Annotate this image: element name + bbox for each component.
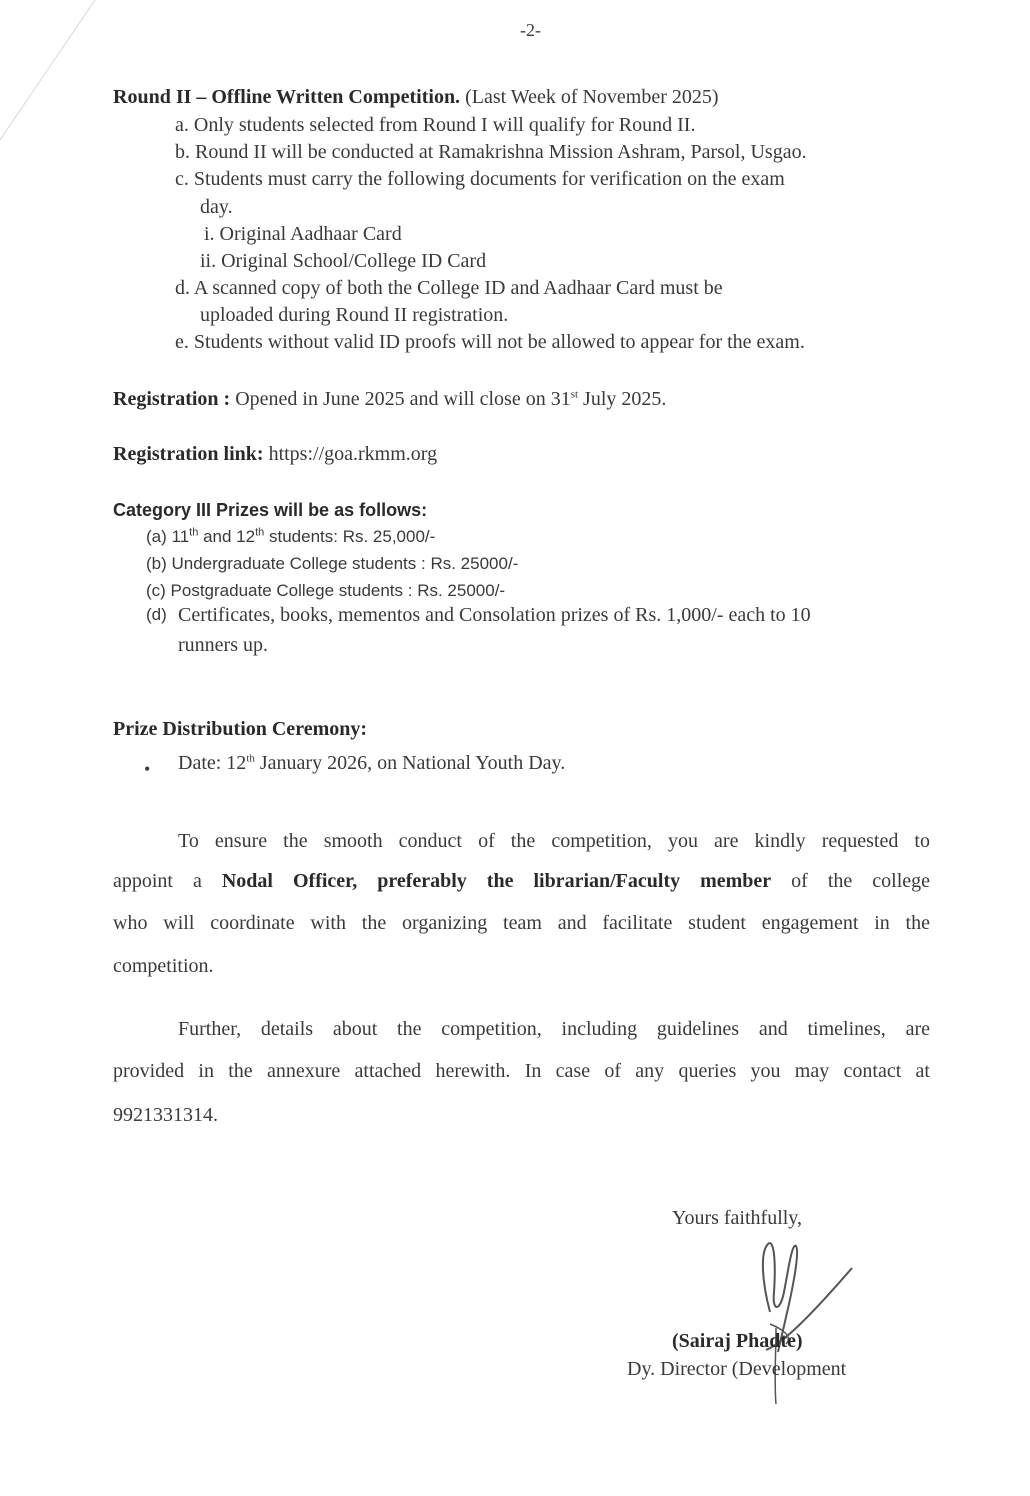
round2-doc-ii: ii. Original School/College ID Card <box>200 250 487 272</box>
registration-label: Registration : <box>113 388 231 410</box>
round2-item-c: c. Students must carry the following documents for verification on the exam <box>175 168 785 190</box>
prize-item-d-cont: runners up. <box>178 634 268 656</box>
para1-line2-bold: Nodal Officer, preferably the librarian/Faculty member <box>221 870 772 892</box>
round2-item-a: a. Only students selected from Round I will qualify for Round II. <box>175 114 696 136</box>
prize-a-sup1: th <box>189 526 199 539</box>
registration-link-line <box>113 443 437 466</box>
round2-item-b: b. Round II will be conducted at Ramakrishna Mission Ashram, Parsol, Usgao. <box>175 141 807 163</box>
registration-link-label: Registration link: <box>113 443 264 465</box>
para2-line2: provided in the annexure attached herewith. In case of any queries you may contact at <box>113 1060 930 1082</box>
signatory-name: (Sairaj Phadte) <box>672 1330 803 1352</box>
para1-line4: competition. <box>113 955 214 977</box>
registration-link: https://goa.rkmm.org <box>268 443 438 465</box>
round2-item-e: e. Students without valid ID proofs will not be allowed to appear for the exam. <box>175 331 805 353</box>
prize-a-rest: students: Rs. 25,000/- <box>264 527 436 546</box>
registration-sup: st <box>570 388 579 401</box>
round2-heading-date: (Last Week of November 2025) <box>460 86 719 108</box>
prize-item-b: (b) Undergraduate College students : Rs. 25000/- <box>146 554 519 573</box>
round2-heading <box>113 86 719 109</box>
ceremony-heading: Prize Distribution Ceremony: <box>113 718 368 740</box>
prize-item-a <box>146 527 435 547</box>
round2-item-d: d. A scanned copy of both the College ID and Aadhaar Card must be <box>175 277 723 299</box>
prize-a-mid: and 12 <box>198 527 256 546</box>
para1-line2 <box>113 870 930 893</box>
scan-edge-line <box>0 0 100 150</box>
ceremony-bullet: • <box>144 759 151 779</box>
page-number: -2- <box>520 20 541 40</box>
ceremony-date-sup: th <box>246 752 255 765</box>
para1-line1: To ensure the smooth conduct of the competition, you are kindly requested to <box>178 830 930 852</box>
para1-line2-b: of the college <box>771 870 931 892</box>
signatory-designation: Dy. Director (Development <box>627 1358 847 1380</box>
registration-text-end: July 2025. <box>578 388 667 410</box>
prize-item-d-label: (d) <box>146 605 167 624</box>
ceremony-date-prefix: Date: 12 <box>178 752 247 774</box>
ceremony-date-rest: January 2026, on National Youth Day. <box>254 752 566 774</box>
round2-item-c-cont: day. <box>200 196 233 218</box>
round2-item-d-cont: uploaded during Round II registration. <box>200 304 509 326</box>
round2-heading-bold: Round II – Offline Written Competition. <box>113 86 461 108</box>
prize-a-prefix: (a) 11 <box>146 527 190 546</box>
registration-line <box>113 388 666 411</box>
ceremony-date <box>178 752 565 775</box>
para1-line3: who will coordinate with the organizing team and facilitate student engagement in the <box>113 912 930 934</box>
round2-doc-i: i. Original Aadhaar Card <box>204 223 402 245</box>
prize-item-d: Certificates, books, mementos and Consolation prizes of Rs. 1,000/- each to 10 <box>178 604 811 626</box>
closing-salutation: Yours faithfully, <box>672 1207 803 1229</box>
prize-a-sup2: th <box>255 526 265 539</box>
para1-line2-a: appoint a <box>113 870 222 892</box>
para2-line1: Further, details about the competition, including guidelines and timelines, are <box>178 1018 930 1040</box>
para2-line3: 9921331314. <box>113 1104 218 1126</box>
registration-text: Opened in June 2025 and will close on 31 <box>230 388 571 410</box>
prizes-heading: Category III Prizes will be as follows: <box>113 500 428 520</box>
prize-item-c: (c) Postgraduate College students : Rs. 25000/- <box>146 581 506 600</box>
